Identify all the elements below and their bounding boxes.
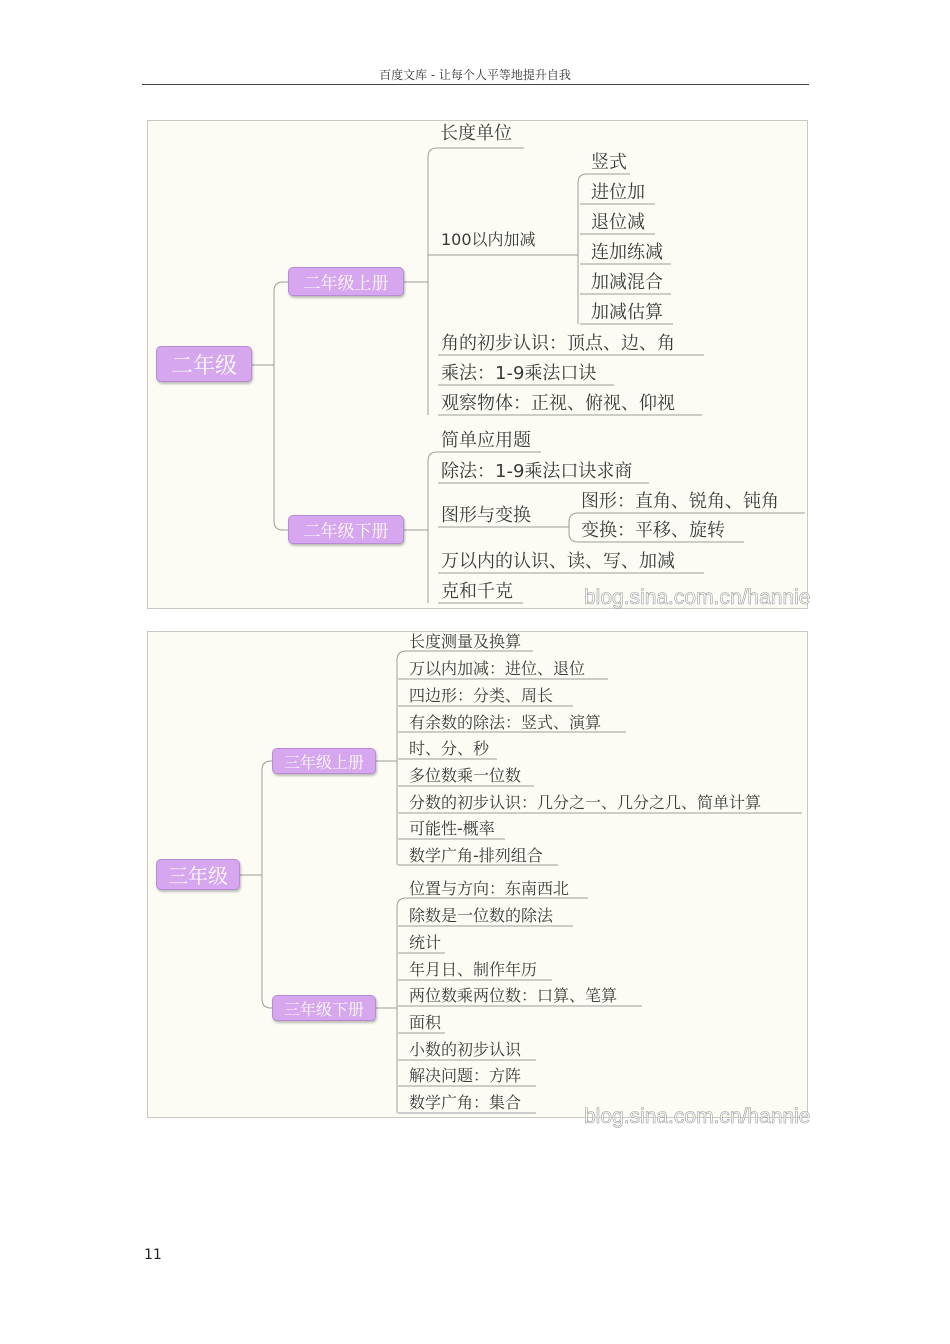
subtopic-chain-add-sub: 连加练减 [591,242,663,263]
topic-numbers-10000: 万以内的认识、读、写、加减 [441,551,675,572]
watermark: blog.sina.com.cn/hannie [584,586,811,609]
topic-add-sub-10000: 万以内加减：进位、退位 [409,659,586,678]
topic-gram-kilogram: 克和千克 [441,581,513,602]
topic-one-digit-divisor: 除数是一位数的除法 [409,906,554,925]
subtopic-transform: 变换：平移、旋转 [581,520,725,541]
topic-shape-transform: 图形与变换 [441,505,531,526]
topic-word-problems: 简单应用题 [441,430,531,451]
topic-length-measure: 长度测量及换算 [409,632,522,651]
grade2-root-node: 二年级 [156,346,252,382]
topic-angle: 角的初步认识：顶点、边、角 [441,333,675,354]
watermark: blog.sina.com.cn/hannie [584,1105,811,1128]
topic-length-unit: 长度单位 [440,123,512,144]
page-header: 百度文库 - 让每个人平等地提升自我 [379,68,571,82]
topic-time: 时、分、秒 [409,739,490,758]
topic-probability: 可能性-概率 [409,819,495,838]
subtopic-borrow-sub: 退位减 [591,212,645,233]
subtopic-mixed-add-sub: 加减混合 [591,272,663,293]
topic-direction: 位置与方向：东南西北 [409,879,570,898]
grade3-root-node: 三年级 [156,859,240,890]
grade3-mindmap [147,631,811,1128]
page-number: 11 [144,1247,162,1263]
topic-fractions: 分数的初步认识：几分之一、几分之几、简单计算 [409,793,762,812]
grade2-mindmap [147,120,811,609]
topic-division-remainder: 有余数的除法：竖式、演算 [409,713,602,732]
grade3-lower-node: 三年级下册 [272,995,376,1021]
grade2-upper-node: 二年级上册 [288,267,404,296]
topic-multi-digit-mult: 多位数乘一位数 [409,766,522,785]
topic-statistics: 统计 [409,933,442,952]
topic-quadrilateral: 四边形：分类、周长 [409,686,554,705]
grade2-lower-node: 二年级下册 [288,515,404,544]
topic-sets: 数学广角：集合 [409,1093,522,1112]
topic-add-sub-100: 100以内加减 [441,230,536,249]
subtopic-estimate: 加减估算 [591,302,663,323]
grade3-upper-node: 三年级上册 [272,748,376,774]
topic-multiplication: 乘法：1-9乘法口诀 [441,363,597,384]
header-rule [142,84,809,85]
topic-observe-objects: 观察物体：正视、俯视、仰视 [441,393,675,414]
topic-calendar: 年月日、制作年历 [409,960,538,979]
topic-permutation: 数学广角-排列组合 [409,846,543,865]
topic-division: 除法：1-9乘法口诀求商 [441,461,633,482]
subtopic-carry-add: 进位加 [591,182,645,203]
topic-decimals: 小数的初步认识 [409,1040,522,1059]
subtopic-shapes: 图形：直角、锐角、钝角 [581,491,779,512]
topic-area: 面积 [409,1013,442,1032]
subtopic-vertical-form: 竖式 [591,152,627,173]
topic-two-digit-mult: 两位数乘两位数：口算、笔算 [409,986,618,1005]
topic-square-array: 解决问题：方阵 [409,1066,522,1085]
